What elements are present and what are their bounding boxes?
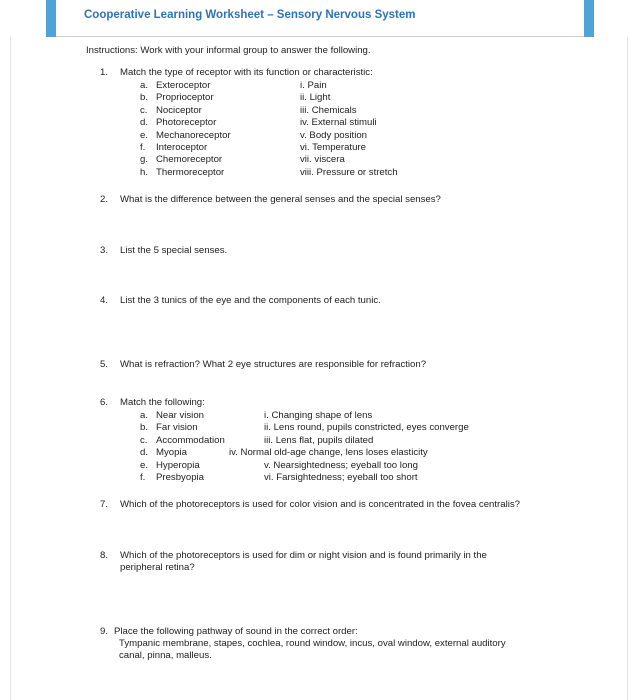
list-item: a. Exteroceptor <box>140 80 211 91</box>
list-item: v. Nearsightedness; eyeball too long <box>264 460 418 471</box>
list-item: e. Mechanoreceptor <box>140 129 231 141</box>
question-text: Which of the photoreceptors is used for color vision and is concentrated in the fovea centralis? <box>120 499 520 510</box>
question-detail: Tympanic membrane, stapes, cochlea, round window, incus, oval window, external auditory canal, pinna, malleus. <box>119 638 506 661</box>
question-text: Match the type of receptor with its function or characteristic: <box>120 67 373 78</box>
q1-receptor-list <box>140 80 231 179</box>
question-text: List the 5 special senses. <box>120 245 228 256</box>
list-item: viii. Pressure or stretch <box>300 166 398 178</box>
list-item: b. Far vision <box>140 422 198 434</box>
q6-term-list <box>140 410 225 484</box>
list-item: e. Hyperopia <box>140 459 200 471</box>
question-2: 2. What is the difference between the general senses and the special senses? <box>100 194 441 205</box>
question-4: 4. List the 3 tunics of the eye and the components of each tunic. <box>100 295 381 306</box>
question-3: 3. List the 5 special senses. <box>100 245 228 256</box>
page-title: Cooperative Learning Worksheet – Sensory Nervous System <box>84 9 416 21</box>
list-item: ii. Light <box>300 92 331 104</box>
question-1 <box>100 67 373 79</box>
question-number: 1. <box>100 67 109 78</box>
list-item: iv. External stimuli <box>300 117 377 129</box>
list-item: a. Near vision <box>140 410 204 421</box>
list-item: vi. Farsightedness; eyeball too short <box>264 472 418 483</box>
question-9: 9. Place the following pathway of sound in the correct order: Tympanic membrane, stapes, cochlea, round window, incus, oval window, external auditory canal, pinna, malleus. <box>100 626 530 662</box>
question-7: 7. Which of the photoreceptors is used for color vision and is concentrated in the fovea centralis? <box>100 499 530 511</box>
list-item: c. Accommodation <box>140 434 225 446</box>
list-item: vi. Temperature <box>300 142 366 154</box>
header <box>56 0 584 37</box>
header-accent-right <box>584 0 594 37</box>
list-item: iii. Chemicals <box>300 104 357 116</box>
list-item: vii. viscera <box>300 154 345 166</box>
header-accent-left <box>46 0 56 37</box>
list-item: b. Proprioceptor <box>140 92 214 104</box>
list-item: f. Presbyopia <box>140 472 204 484</box>
list-item: iii. Lens flat, pupils dilated <box>264 435 374 446</box>
question-8: 8. Which of the photoreceptors is used for dim or night vision and is found primarily in the peripheral retina? <box>100 550 530 574</box>
list-item: ii. Lens round, pupils constricted, eyes converge <box>264 422 469 433</box>
question-text: Match the following: <box>120 397 205 408</box>
list-item: v. Body position <box>300 129 368 141</box>
list-item: d. Photoreceptor <box>140 117 217 129</box>
list-item: h. Thermoreceptor <box>140 166 225 178</box>
question-5: 5. What is refraction? What 2 eye structures are responsible for refraction? <box>100 359 427 370</box>
question-text: Place the following pathway of sound in the correct order: <box>114 626 358 637</box>
question-6: 6. Match the following: <box>100 397 205 408</box>
question-text: What is the difference between the general senses and the special senses? <box>120 194 441 205</box>
instructions: Instructions: Work with your informal group to answer the following. <box>86 45 371 56</box>
list-item: iv. Normal old-age change, lens loses elasticity <box>229 447 428 458</box>
list-item: g. Chemoreceptor <box>140 154 223 166</box>
q1-function-list <box>300 80 398 179</box>
list-item: i. Pain <box>300 80 327 91</box>
question-text: List the 3 tunics of the eye and the components of each tunic. <box>120 295 381 306</box>
list-item: f. Interoceptor <box>140 142 208 154</box>
list-item: d. Myopia <box>140 447 187 459</box>
list-item: i. Changing shape of lens <box>264 410 373 421</box>
list-item: c. Nociceptor <box>140 104 202 116</box>
question-text: Which of the photoreceptors is used for dim or night vision and is found primarily in the peripheral retina? <box>120 550 487 573</box>
question-text: What is refraction? What 2 eye structures are responsible for refraction? <box>120 359 427 370</box>
